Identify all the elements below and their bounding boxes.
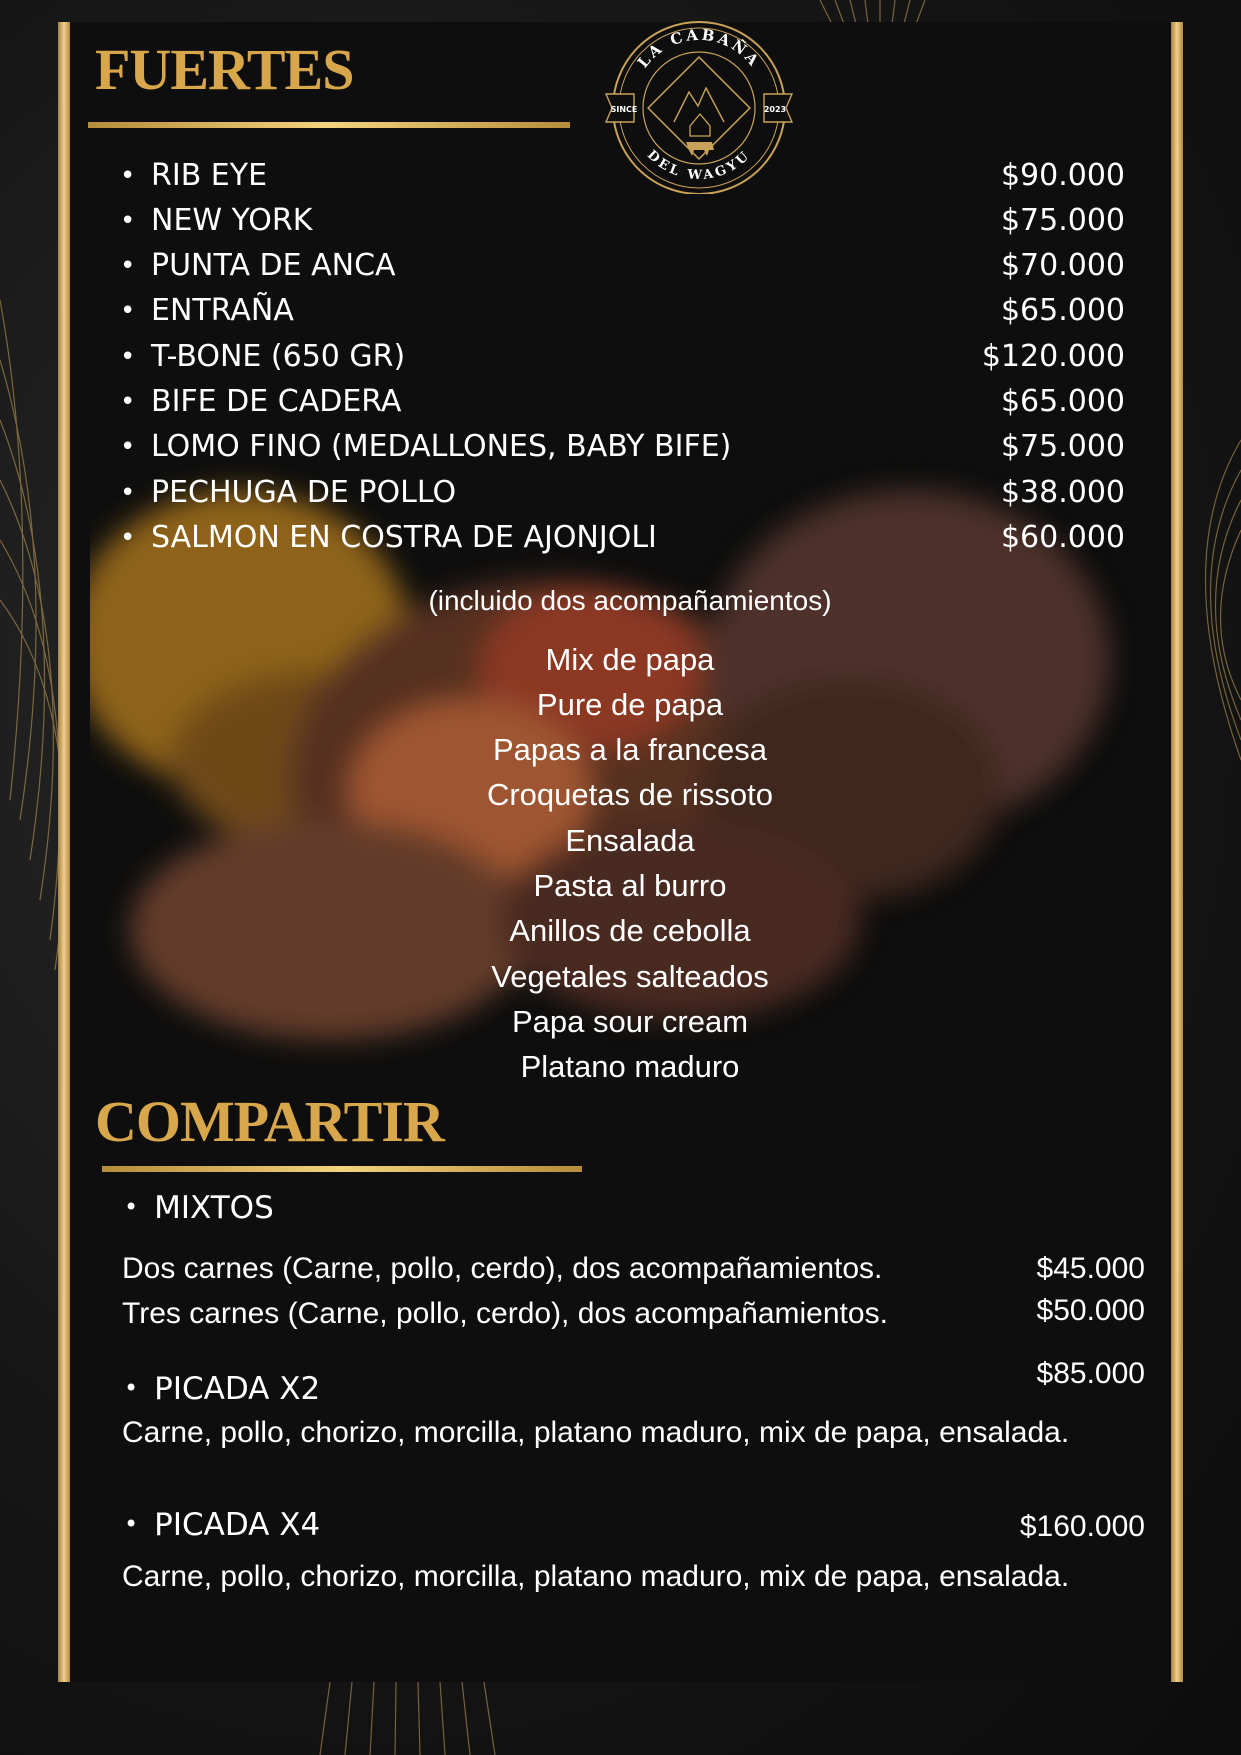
menu-item: • BIFE DE CADERA $65.000	[120, 380, 1125, 424]
side-item: Platano maduro	[520, 1049, 740, 1084]
logo-arc-bottom: DEL WAGYU	[644, 147, 754, 184]
compartir-title: COMPARTIR	[95, 1089, 444, 1154]
mixtos-label: MIXTOS	[154, 1190, 274, 1226]
item-price: $38.000	[1000, 475, 1125, 510]
item-name: T-BONE (650 GR)	[151, 339, 406, 374]
item-price: $60.000	[1000, 520, 1125, 555]
picada-x2-heading: • PICADA X2	[124, 1371, 321, 1407]
item-price: $65.000	[1000, 293, 1125, 328]
item-name: PECHUGA DE POLLO	[151, 475, 457, 510]
menu-item: • T-BONE (650 GR) $120.000	[120, 335, 1125, 379]
item-name: ENTRAÑA	[151, 293, 294, 328]
item-name: RIB EYE	[151, 158, 268, 193]
item-name: SALMON EN COSTRA DE AJONJOLI	[151, 520, 657, 555]
right-gold-rail	[1171, 22, 1183, 1682]
fuertes-title: FUERTES	[95, 37, 354, 102]
item-name: BIFE DE CADERA	[151, 384, 402, 419]
side-item: Anillos de cebolla	[509, 913, 751, 948]
mixtos-line: Dos carnes (Carne, pollo, cerdo), dos acompañamientos.	[122, 1252, 883, 1285]
logo-arc-top: LA CABAÑA	[633, 25, 765, 72]
picada-x4-heading: • PICADA X4	[124, 1507, 321, 1543]
left-gold-rail	[58, 22, 70, 1682]
side-item: Ensalada	[565, 823, 695, 858]
compartir-divider	[102, 1166, 582, 1172]
item-price: $65.000	[1000, 384, 1125, 419]
menu-item: • NEW YORK $75.000	[120, 199, 1125, 243]
picada-x2-description: Carne, pollo, chorizo, morcilla, platano maduro, mix de papa, ensalada.	[122, 1416, 1070, 1449]
sides-note: (incluido dos acompañamientos)	[428, 585, 832, 616]
mixtos-heading: • MIXTOS	[124, 1190, 274, 1226]
item-price: $75.000	[1000, 203, 1125, 238]
side-item: Pasta al burro	[533, 868, 727, 903]
picada-x2-price: $85.000	[1036, 1357, 1145, 1390]
item-price: $90.000	[1000, 158, 1125, 193]
item-name: NEW YORK	[151, 203, 313, 238]
picada-x4-description: Carne, pollo, chorizo, morcilla, platano maduro, mix de papa, ensalada.	[122, 1560, 1070, 1593]
item-name: LOMO FINO (MEDALLONES, BABY BIFE)	[151, 429, 732, 464]
fuertes-divider	[88, 122, 570, 128]
side-item: Mix de papa	[545, 642, 715, 677]
side-item: Vegetales salteados	[491, 959, 769, 994]
mixtos-price: $45.000	[1036, 1252, 1145, 1285]
item-name: PUNTA DE ANCA	[151, 248, 396, 283]
menu-item: • PUNTA DE ANCA $70.000	[120, 244, 1125, 288]
mixtos-line: Tres carnes (Carne, pollo, cerdo), dos acompañamientos.	[122, 1297, 888, 1330]
picada-x4-price: $160.000	[1019, 1510, 1145, 1543]
picada-x4-label: PICADA X4	[154, 1507, 321, 1543]
mixtos-price: $50.000	[1036, 1294, 1145, 1327]
menu-item: • ENTRAÑA $65.000	[120, 289, 1125, 333]
menu-item: • RIB EYE $90.000	[120, 154, 1125, 198]
side-item: Pure de papa	[536, 687, 724, 722]
logo-since-label: SINCE	[610, 105, 638, 114]
picada-x2-label: PICADA X2	[154, 1371, 321, 1407]
side-item: Papas a la francesa	[492, 732, 767, 767]
side-item: Papa sour cream	[511, 1004, 749, 1039]
menu-item: • PECHUGA DE POLLO $38.000	[120, 471, 1125, 515]
item-price: $70.000	[1000, 248, 1125, 283]
item-price: $120.000	[981, 339, 1125, 374]
item-price: $75.000	[1000, 429, 1125, 464]
logo-year-label: 2023	[763, 105, 787, 114]
menu-item: • LOMO FINO (MEDALLONES, BABY BIFE) $75.000	[120, 425, 1125, 469]
side-item: Croquetas de rissoto	[486, 777, 774, 812]
menu-item: • SALMON EN COSTRA DE AJONJOLI $60.000	[120, 516, 1125, 560]
